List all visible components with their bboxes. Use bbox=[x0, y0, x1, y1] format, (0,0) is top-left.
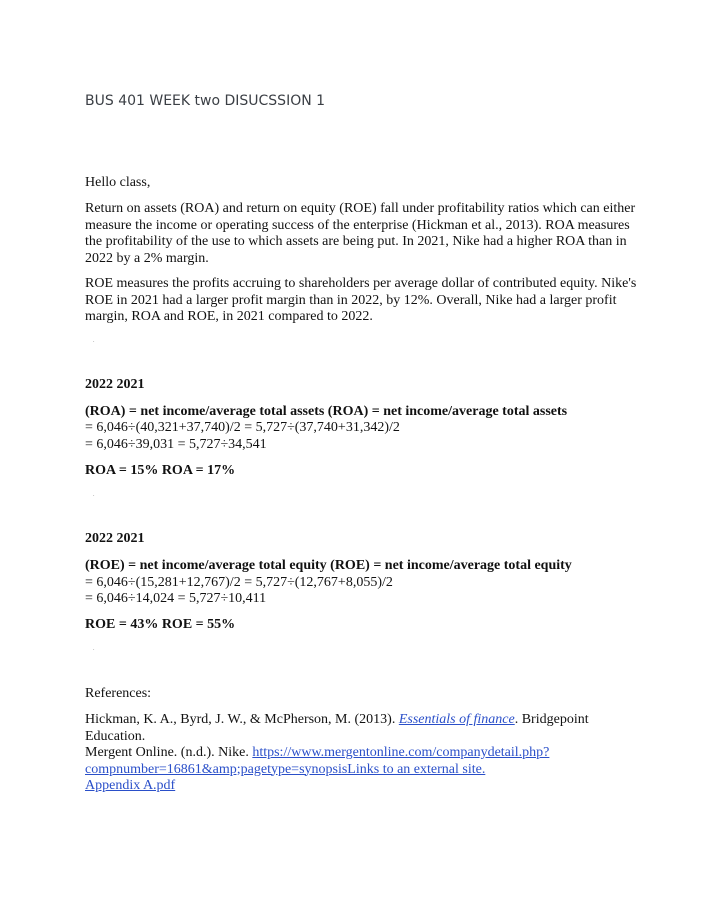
dot-separator: . bbox=[93, 646, 95, 652]
roa-formula: (ROA) = net income/average total assets (ROA) = net income/average total assets bbox=[85, 404, 568, 419]
roe-calc-1: = 6,046÷(15,281+12,767)/2 = 5,727÷(12,767+8,055)/2 bbox=[85, 575, 393, 590]
reference-hickman-authors: Hickman, K. A., Byrd, J. W., & McPherson, M. (2013). bbox=[85, 712, 399, 727]
document-title: BUS 401 WEEK two DISUCSSION 1 bbox=[85, 93, 326, 109]
paragraph-roa-intro: Return on assets (ROA) and return on equity (ROE) fall under profitability ratios which can either measure the income or operating success of the enterprise (Hickman et al., 2013). ROA measures the profitability of the use to which assets are being put. In 2021, Nike had a higher ROA than in 2022 by a 2% margin. bbox=[85, 201, 636, 266]
paragraph-roe-intro: ROE measures the profits accruing to shareholders per average dollar of contributed equity. Nike's ROE in 2021 had a larger profit margin than in 2022, by 12%. Overall, Nike had a larger profit margin, ROA and ROE, in 2021 compared to 2022. bbox=[85, 276, 637, 324]
reference-hickman bbox=[85, 712, 645, 745]
roa-calc-2: = 6,046÷39,031 = 5,727÷34,541 bbox=[85, 437, 267, 452]
roe-formula: (ROE) = net income/average total equity (ROE) = net income/average total equity bbox=[85, 558, 572, 573]
appendix-pdf-link[interactable]: Appendix A.pdf bbox=[85, 778, 176, 793]
roe-years: 2022 2021 bbox=[85, 531, 145, 546]
appendix-paragraph bbox=[85, 778, 645, 795]
dot-separator: . bbox=[93, 338, 95, 344]
reference-hickman-publisher: . Bridgepoint Education. bbox=[85, 712, 589, 744]
dot-separator: . bbox=[93, 492, 95, 498]
essentials-of-finance-link[interactable]: Essentials of finance bbox=[398, 712, 515, 727]
roa-calc-1: = 6,046÷(40,321+37,740)/2 = 5,727÷(37,740+31,342)/2 bbox=[85, 420, 400, 435]
roa-result: ROA = 15% ROA = 17% bbox=[85, 463, 236, 478]
reference-mergent-prefix: Mergent Online. (n.d.). Nike. bbox=[85, 745, 253, 760]
roe-result: ROE = 43% ROE = 55% bbox=[85, 617, 236, 632]
references-heading: References: bbox=[85, 686, 152, 701]
greeting: Hello class, bbox=[85, 175, 151, 190]
roe-calc-2: = 6,046÷14,024 = 5,727÷10,411 bbox=[85, 591, 267, 606]
roa-years: 2022 2021 bbox=[85, 377, 145, 392]
mergent-online-link[interactable]: https://www.mergentonline.com/companydetail.php?compnumber=16861&amp;pagetype=synopsisLinks to an external site. bbox=[85, 745, 550, 777]
reference-mergent bbox=[85, 745, 555, 778]
